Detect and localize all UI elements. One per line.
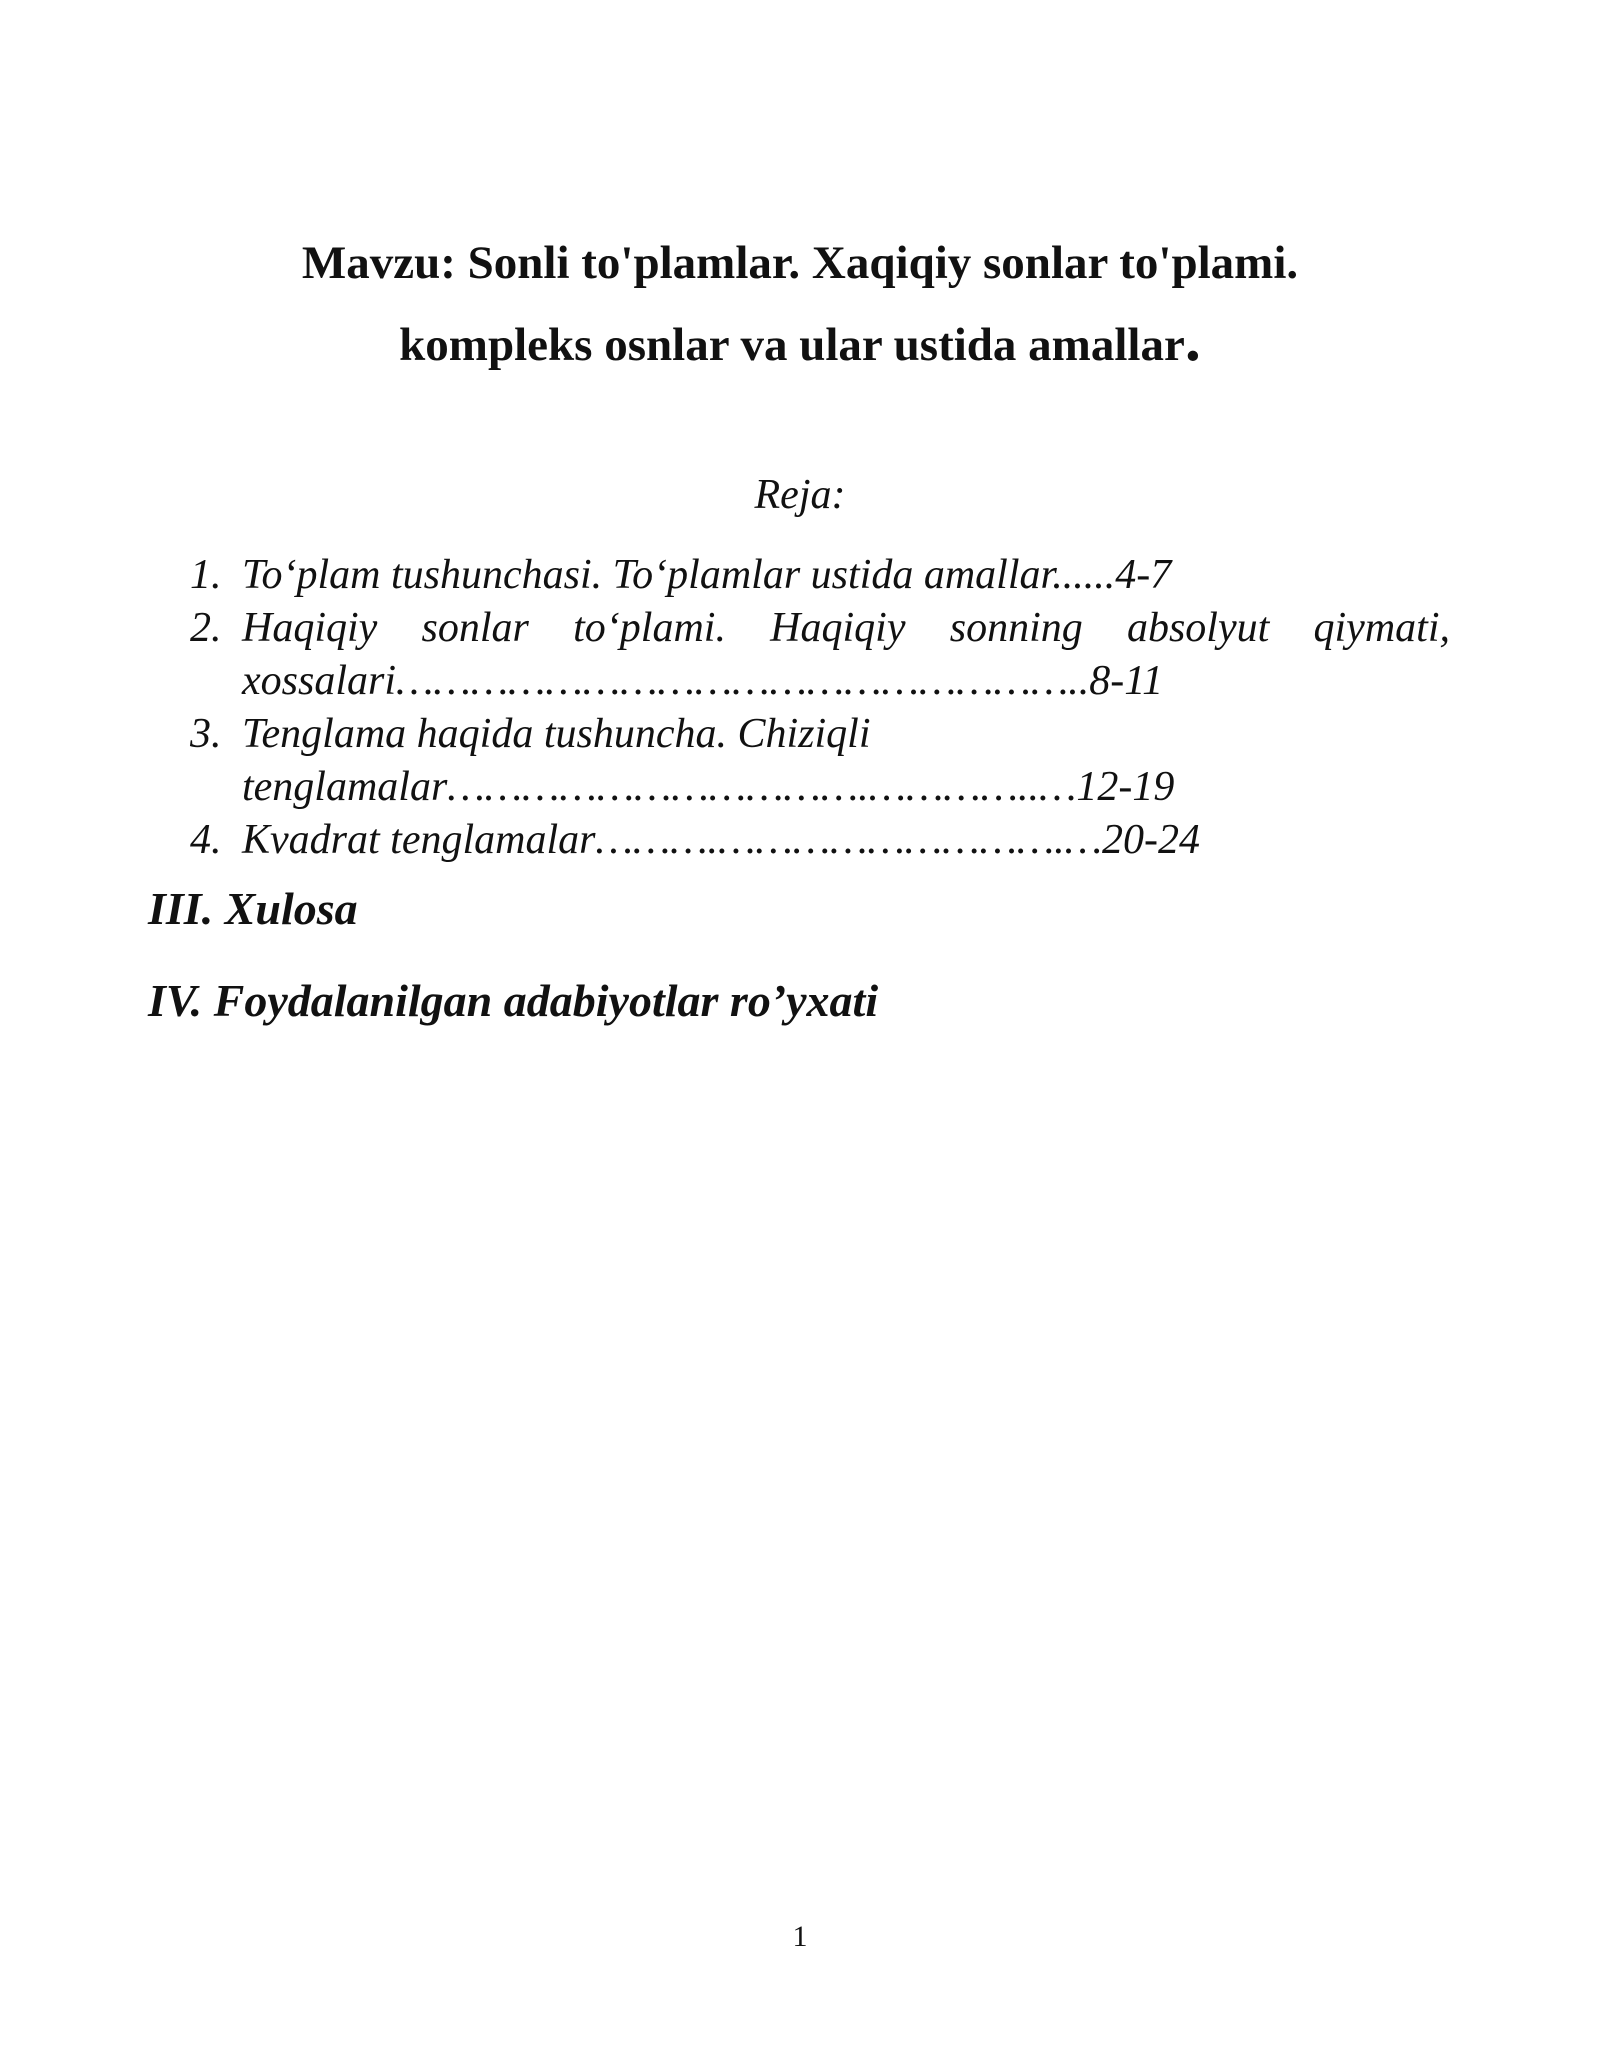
plan-item-number: 2. bbox=[190, 605, 222, 651]
plan-item-line: xossalari………………………………………………..8-11 bbox=[242, 658, 1164, 704]
page-number: 1 bbox=[792, 1920, 808, 1953]
document-title-line-2-text: kompleks osnlar va ular ustida amallar bbox=[399, 319, 1185, 371]
plan-item-text bbox=[242, 708, 1450, 814]
plan-item-line: tenglamalar…………………………….…………..…12-19 bbox=[242, 764, 1175, 810]
plan-heading: Reja: bbox=[754, 472, 846, 518]
section-conclusion: III. Xulosa bbox=[148, 883, 358, 934]
plan-item-text bbox=[242, 549, 1450, 602]
plan-item-number: 3. bbox=[190, 711, 222, 757]
plan-item-line: To‘plam tushunchasi. To‘plamlar ustida amallar......4-7 bbox=[242, 552, 1172, 598]
plan-item-1 bbox=[190, 549, 1450, 602]
plan-item-number: 4. bbox=[190, 817, 222, 863]
plan-item-4 bbox=[190, 814, 1450, 867]
plan-item-text bbox=[242, 602, 1450, 708]
plan-item-line: Haqiqiy sonlar to‘plami. Haqiqiy sonning absolyut qiymati, bbox=[242, 605, 1450, 651]
plan-item-line: Kvadrat tenglamalar……….……………………….…20-24 bbox=[242, 817, 1200, 863]
section-references: IV. Foydalanilgan adabiyotlar ro’yxati bbox=[148, 975, 879, 1026]
document-title-line-1: Mavzu: Sonli to'plamlar. Xaqiqiy sonlar to'plami. bbox=[301, 237, 1299, 289]
plan-item-3 bbox=[190, 708, 1450, 814]
plan-item-text bbox=[242, 814, 1450, 867]
document-title-period: . bbox=[1184, 303, 1201, 374]
document-title-line-2 bbox=[0, 303, 1600, 374]
plan-item-2 bbox=[190, 602, 1450, 708]
plan-list bbox=[190, 549, 1450, 867]
plan-item-number: 1. bbox=[190, 552, 222, 598]
plan-item-line: Tenglama haqida tushuncha. Chiziqli bbox=[242, 711, 871, 757]
